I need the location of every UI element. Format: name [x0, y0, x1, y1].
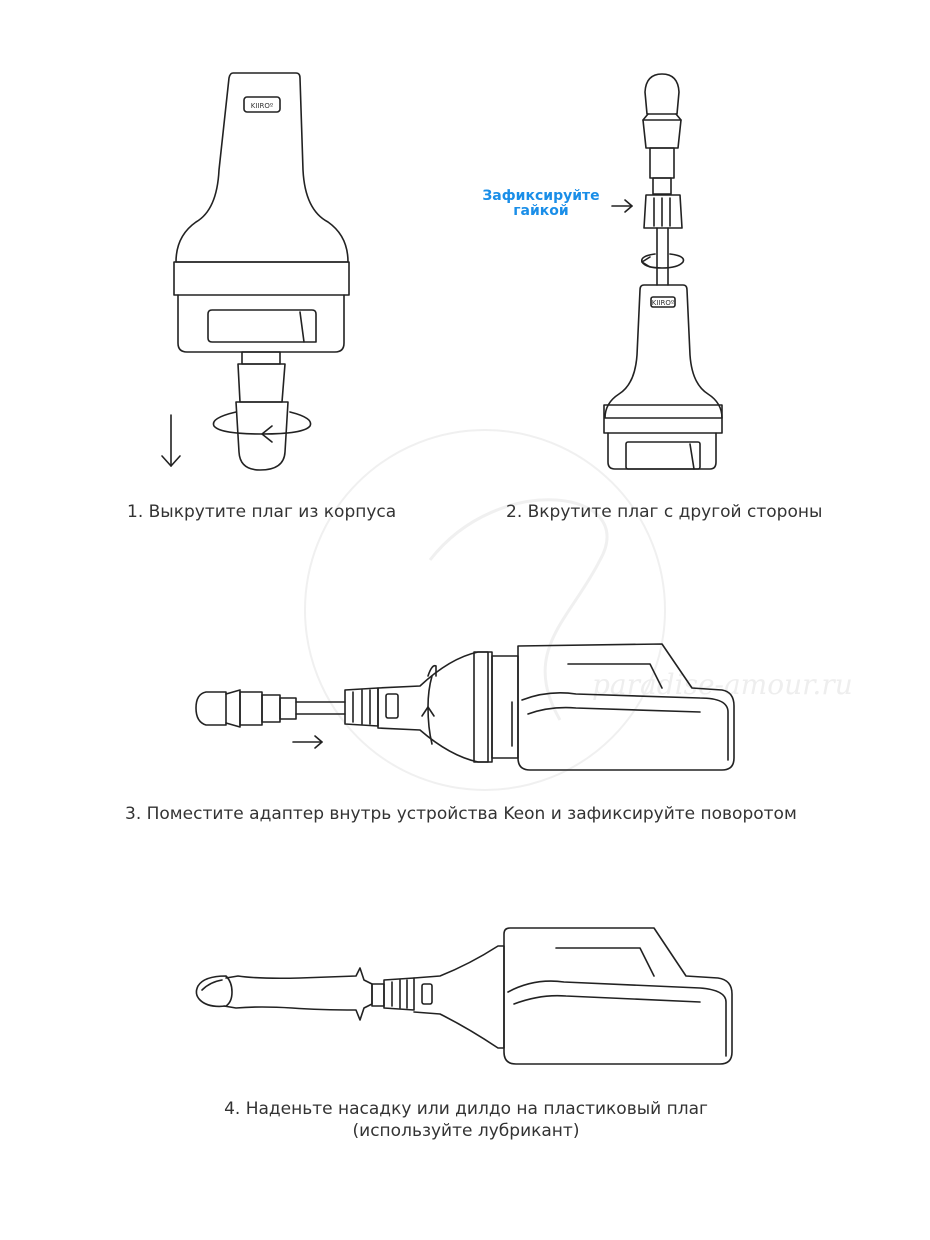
step2-caption: 2. Вкрутите плаг с другой стороны: [506, 502, 823, 522]
step3-plug: [196, 688, 378, 727]
brand-label-step2: KIIROº: [651, 299, 675, 307]
step2-device: [604, 285, 722, 469]
step2-plug: [642, 74, 684, 285]
step1-caption: 1. Выкрутите плаг из корпуса: [127, 502, 397, 522]
step2-callout-line1: Зафиксируйте: [482, 188, 600, 204]
step4-adapter: [372, 946, 504, 1048]
step4-caption-line1: 4. Наденьте насадку или дилдо на пластиковый плаг: [224, 1099, 708, 1119]
watermark-text: paradise-amour.ru: [592, 668, 853, 701]
step4-caption-line2: (используйте лубрикант): [352, 1121, 580, 1141]
step2-callout-line2: гайкой: [513, 203, 569, 219]
watermark: [305, 430, 853, 790]
step3-adapter: [378, 652, 518, 762]
step4-caption: [190, 1098, 742, 1142]
step3-insert-arrow: [293, 736, 322, 748]
step4-dildo: [196, 968, 372, 1020]
step1-down-arrow: [162, 415, 180, 466]
step3-caption: 3. Поместите адаптер внутрь устройства Keon и зафиксируйте поворотом: [125, 804, 797, 824]
step2-callout-arrow: [612, 200, 632, 212]
step4-device: [504, 928, 732, 1064]
brand-label-step1: KIIROº: [250, 102, 274, 110]
step2-callout: [478, 189, 604, 219]
step1-plug: [213, 352, 310, 470]
step1-device: [174, 73, 349, 352]
